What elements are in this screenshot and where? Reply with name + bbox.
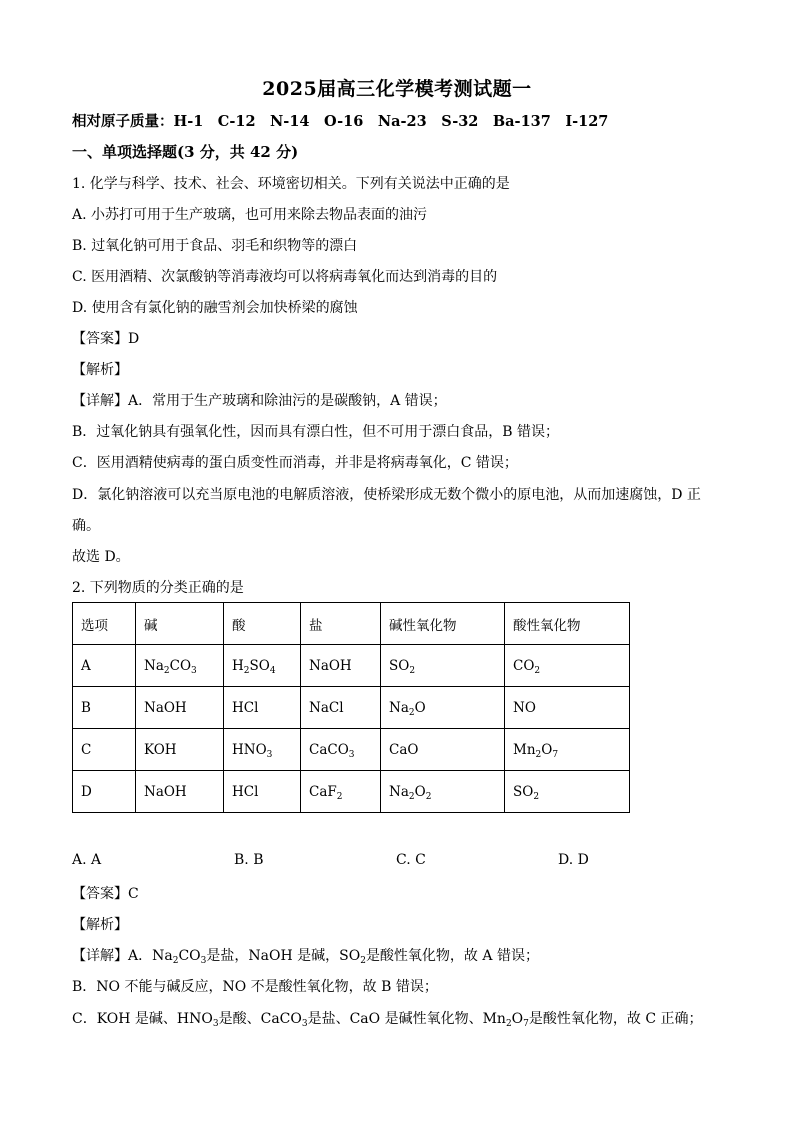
section-heading: 一、单项选择题(3 分，共 42 分) [72, 143, 299, 161]
q2-stem: 2. 下列物质的分类正确的是 [72, 580, 244, 596]
salt-cell: NaCl [301, 687, 381, 729]
q1-detail-c: C．医用酒精使病毒的蛋白质变性而消毒，并非是将病毒氧化，C 错误； [72, 455, 518, 471]
basic-oxide-cell: $Na_2O$ [381, 687, 505, 729]
q1-answer: 【答案】D [72, 331, 140, 347]
basic-oxide-cell: CaO [381, 729, 505, 771]
acid-cell: HCl [224, 687, 301, 729]
base-cell: $Na_2CO_3$ [136, 645, 224, 687]
acidic-oxide-cell: $Mn_2O_7$ [505, 729, 630, 771]
q1-option-b: B. 过氧化钠可用于食品、羽毛和织物等的漂白 [72, 238, 358, 254]
q2-detail-c: C．KOH 是碱、$HNO_3$是酸、CaCO$_3$是盐、CaO 是碱性氧化物、$Mn_2O_7$是酸性氧化物，故 C 正确； [72, 1011, 703, 1029]
q2-option-a: A. A [72, 852, 102, 868]
q2-detail-b: B．NO 不能与碱反应，NO 不是酸性氧化物，故 B 错误； [72, 979, 438, 995]
header-cell: 碱性氧化物 [381, 603, 505, 645]
q2-detail-a: 【详解】A．$Na_2CO_3$是盐，NaOH 是碱，$SO_2$是酸性氧化物，故 A 错误； [72, 948, 539, 966]
option-cell: B [73, 687, 136, 729]
base-cell: KOH [136, 729, 224, 771]
atomic-mass-line: 相对原子质量：H-1 C-12 N-14 O-16 Na-23 S-32 Ba-137 I-127 [72, 113, 609, 130]
header-cell: 碱 [136, 603, 224, 645]
acidic-oxide-cell: $CO_2$ [505, 645, 630, 687]
q2-answer: 【答案】C [72, 886, 139, 902]
option-cell: D [73, 771, 136, 813]
q1-detail-b: B．过氧化钠具有强氧化性，因而具有漂白性，但不可用于漂白食品，B 错误； [72, 424, 560, 440]
salt-cell: CaF$_2$ [301, 771, 381, 813]
header-cell: 选项 [73, 603, 136, 645]
page-title: 2025届高三化学模考测试题一 [262, 78, 532, 100]
acid-cell: $HNO_3$ [224, 729, 301, 771]
table-row [73, 687, 630, 729]
table-header-row [73, 603, 630, 645]
acid-cell: HCl [224, 771, 301, 813]
salt-cell: CaCO$_3$ [301, 729, 381, 771]
acid-cell: $H_2SO_4$ [224, 645, 301, 687]
q2-option-d: D. D [558, 852, 589, 868]
header-cell: 盐 [301, 603, 381, 645]
salt-cell: NaOH [301, 645, 381, 687]
option-cell: A [73, 645, 136, 687]
q1-detail-d-line1: D．氯化钠溶液可以充当原电池的电解质溶液，使桥梁形成无数个微小的原电池，从而加速腐蚀，D 正 [72, 487, 701, 503]
q1-conclusion: 故选 D。 [72, 549, 130, 565]
q1-detail-d-line2: 确。 [72, 518, 100, 534]
classification-table [72, 602, 630, 813]
q1-option-a: A. 小苏打可用于生产玻璃，也可用来除去物品表面的油污 [72, 207, 428, 223]
q1-option-c: C. 医用酒精、次氯酸钠等消毒液均可以将病毒氧化而达到消毒的目的 [72, 269, 498, 285]
q2-analysis-label: 【解析】 [72, 917, 128, 933]
acidic-oxide-cell: NO [505, 687, 630, 729]
basic-oxide-cell: $SO_2$ [381, 645, 505, 687]
acidic-oxide-cell: $SO_2$ [505, 771, 630, 813]
q1-option-d: D. 使用含有氯化钠的融雪剂会加快桥梁的腐蚀 [72, 300, 358, 316]
q1-stem: 1. 化学与科学、技术、社会、环境密切相关。下列有关说法中正确的是 [72, 176, 510, 192]
header-cell: 酸 [224, 603, 301, 645]
base-cell: NaOH [136, 687, 224, 729]
q2-option-b: B. B [234, 852, 264, 868]
table-row [73, 729, 630, 771]
q1-detail-a: 【详解】A．常用于生产玻璃和除油污的是碳酸钠，A 错误； [72, 393, 447, 409]
table-row [73, 771, 630, 813]
header-cell: 酸性氧化物 [505, 603, 630, 645]
q2-option-c: C. C [396, 852, 426, 868]
q1-analysis-label: 【解析】 [72, 362, 128, 378]
basic-oxide-cell: $Na_2O_2$ [381, 771, 505, 813]
base-cell: NaOH [136, 771, 224, 813]
option-cell: C [73, 729, 136, 771]
table-row [73, 645, 630, 687]
